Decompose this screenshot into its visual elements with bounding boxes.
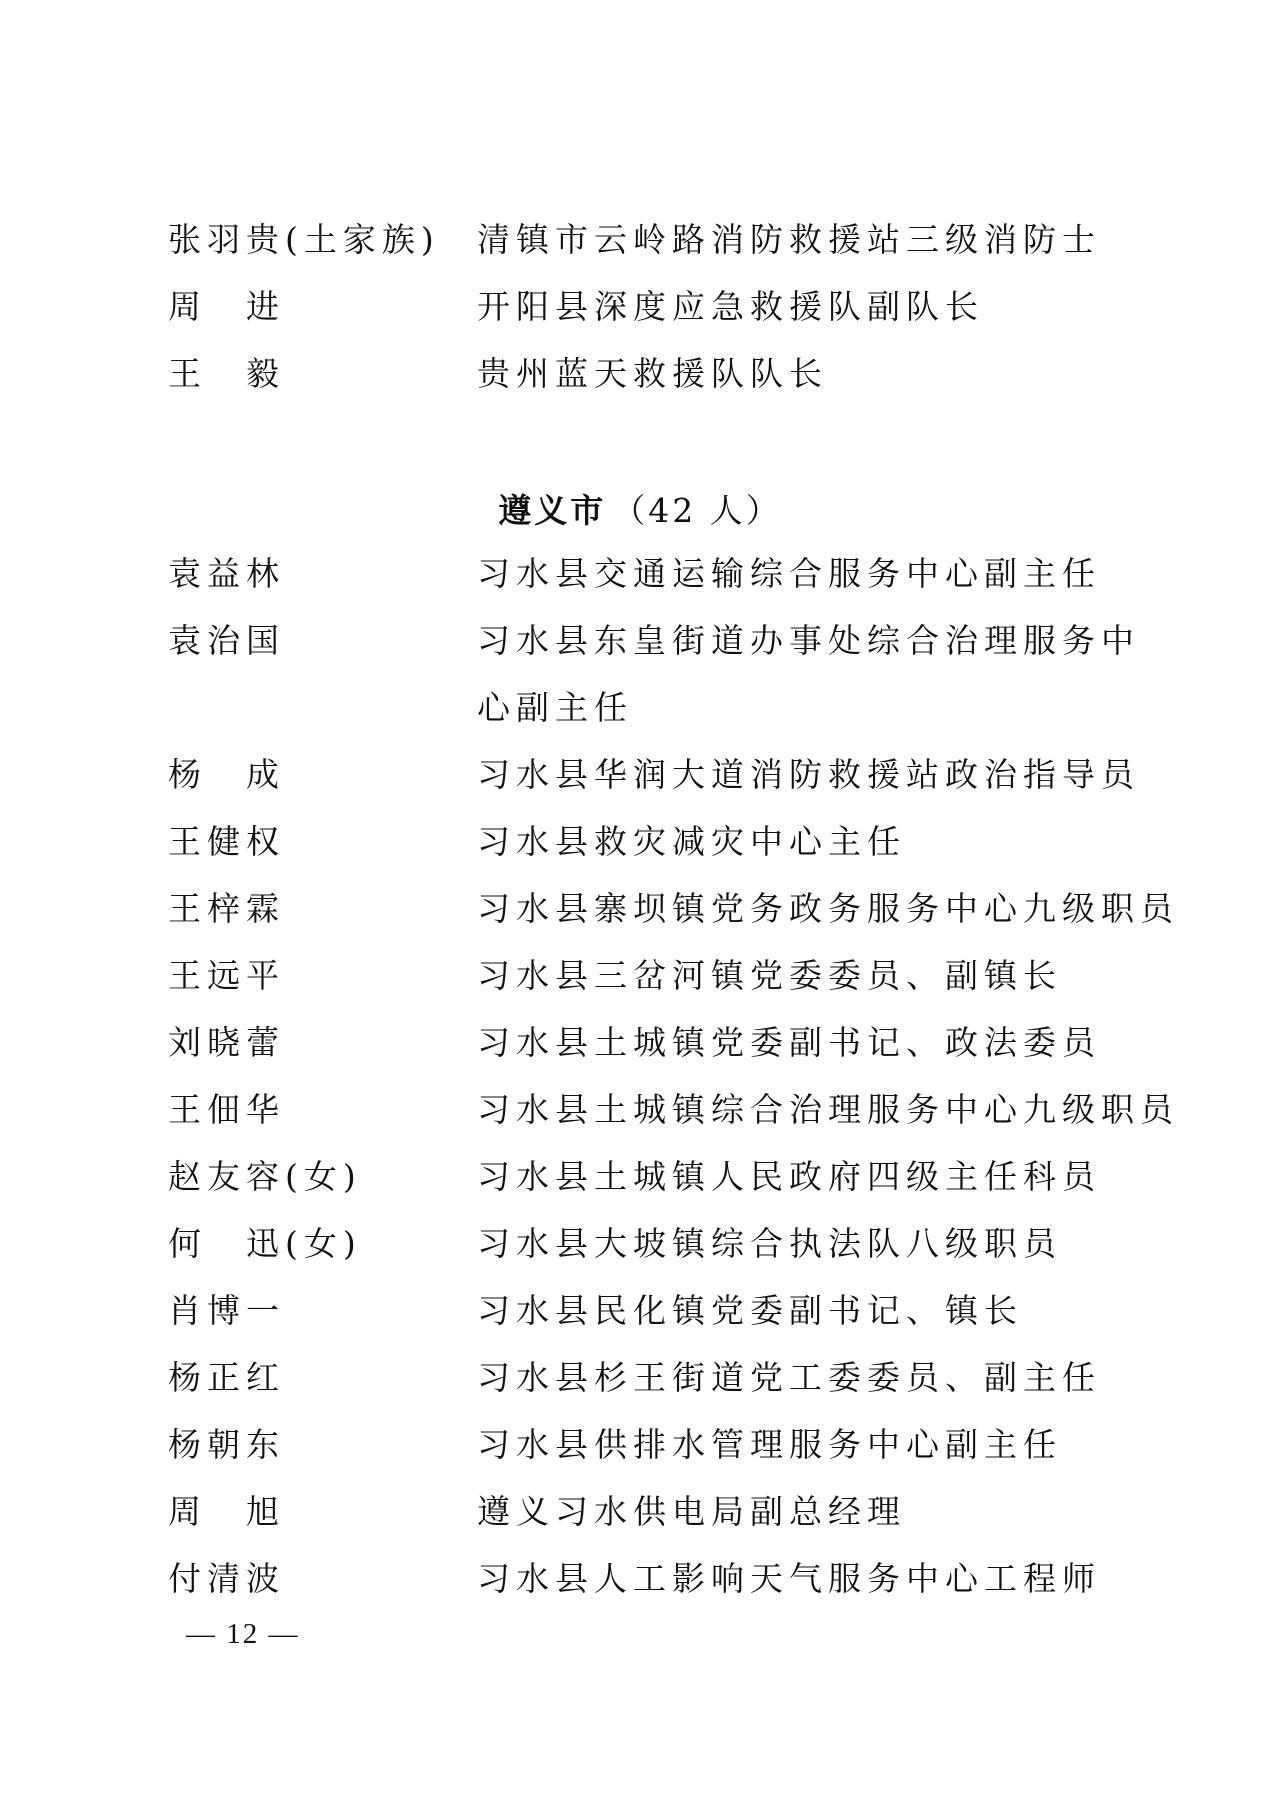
page-number: — 12 —	[186, 1618, 300, 1650]
person-position: 习水县大坡镇综合执法队八级职员	[477, 1224, 1062, 1263]
list-item	[0, 1278, 1280, 1344]
person-position-continued: 心副主任	[477, 688, 633, 727]
person-name: 赵友容(女)	[168, 1157, 362, 1196]
person-name: 肖博一	[168, 1291, 285, 1330]
person-position: 习水县杉王街道党工委委员、副主任	[477, 1358, 1101, 1397]
person-name: 王 毅	[168, 354, 285, 393]
list-item	[0, 1345, 1280, 1411]
person-position: 开阳县深度应急救援队副队长	[477, 287, 984, 326]
person-name: 周 旭	[168, 1492, 285, 1531]
person-position: 习水县土城镇综合治理服务中心九级职员	[477, 1090, 1179, 1129]
person-name: 杨 成	[168, 755, 285, 794]
section-count: （42 人）	[612, 491, 782, 530]
person-name: 周 进	[168, 287, 285, 326]
person-name: 杨正红	[168, 1358, 285, 1397]
person-position: 习水县土城镇人民政府四级主任科员	[477, 1157, 1101, 1196]
list-item	[0, 1077, 1280, 1143]
list-item	[0, 1412, 1280, 1478]
list-item	[0, 809, 1280, 875]
person-position: 习水县土城镇党委副书记、政法委员	[477, 1023, 1101, 1062]
person-name: 袁治国	[168, 621, 285, 660]
person-name: 何 迅(女)	[168, 1224, 362, 1263]
person-name: 王远平	[168, 956, 285, 995]
person-position: 遵义习水供电局副总经理	[477, 1492, 906, 1531]
list-item	[0, 608, 1280, 674]
person-position: 习水县东皇街道办事处综合治理服务中	[477, 621, 1140, 660]
person-name: 付清波	[168, 1559, 285, 1598]
list-item	[0, 675, 1280, 741]
person-position: 习水县供排水管理服务中心副主任	[477, 1425, 1062, 1464]
section-title	[0, 478, 1280, 544]
list-item	[0, 1010, 1280, 1076]
person-position: 习水县寨坝镇党务政务服务中心九级职员	[477, 889, 1179, 928]
person-name: 王佃华	[168, 1090, 285, 1129]
person-name: 王健权	[168, 822, 285, 861]
list-item	[0, 274, 1280, 340]
person-position: 习水县华润大道消防救援站政治指导员	[477, 755, 1140, 794]
person-position: 贵州蓝天救援队队长	[477, 354, 828, 393]
person-name: 袁益林	[168, 554, 285, 593]
person-position: 习水县人工影响天气服务中心工程师	[477, 1559, 1101, 1598]
list-item	[0, 742, 1280, 808]
list-item	[0, 1144, 1280, 1210]
person-name: 王梓霖	[168, 889, 285, 928]
section-title-text: 遵义市	[498, 491, 607, 530]
list-item	[0, 1546, 1280, 1612]
list-item	[0, 541, 1280, 607]
list-item	[0, 876, 1280, 942]
person-name: 刘晓蕾	[168, 1023, 285, 1062]
list-item	[0, 207, 1280, 273]
person-position: 习水县三岔河镇党委委员、副镇长	[477, 956, 1062, 995]
person-position: 习水县交通运输综合服务中心副主任	[477, 554, 1101, 593]
person-name: 杨朝东	[168, 1425, 285, 1464]
person-name: 张羽贵(土家族)	[168, 220, 440, 259]
list-item	[0, 1211, 1280, 1277]
list-item	[0, 341, 1280, 407]
person-position: 习水县救灾减灾中心主任	[477, 822, 906, 861]
list-item	[0, 1479, 1280, 1545]
person-position: 清镇市云岭路消防救援站三级消防士	[477, 220, 1101, 259]
person-position: 习水县民化镇党委副书记、镇长	[477, 1291, 1023, 1330]
list-item	[0, 943, 1280, 1009]
